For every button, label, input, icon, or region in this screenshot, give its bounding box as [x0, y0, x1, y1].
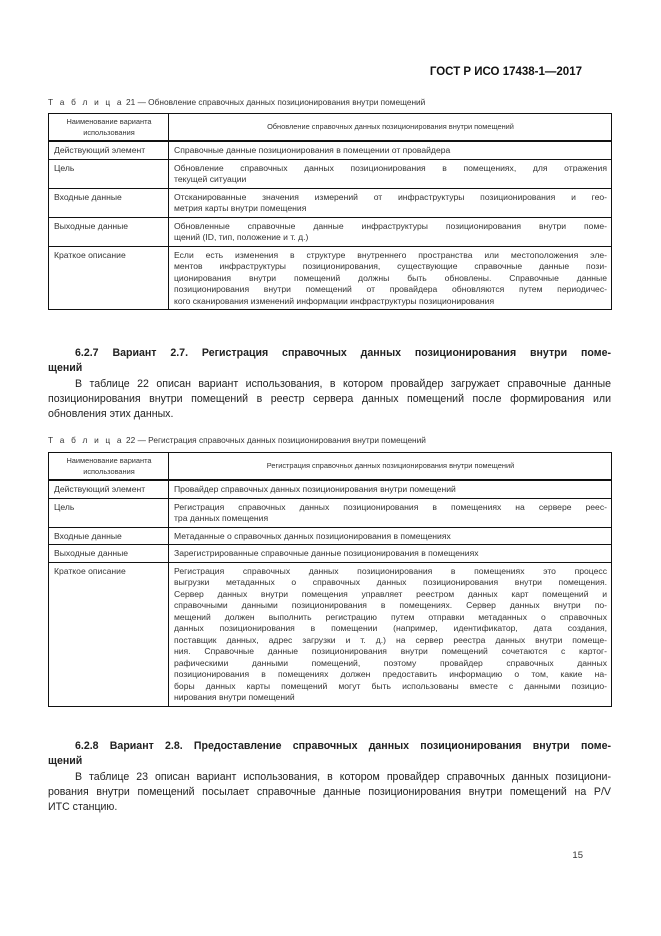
- document-id: ГОСТ Р ИСО 17438-1—2017: [429, 66, 582, 78]
- table-row: [49, 545, 612, 563]
- table-row: [49, 480, 612, 498]
- text-line: Обновленные справочные данные инфраструктуры позиционирования внутри поме-: [174, 220, 607, 231]
- header-line: использования: [83, 127, 135, 137]
- table-row: [49, 527, 612, 545]
- row-label: Действующий элемент: [49, 141, 169, 159]
- header-line: Наименование варианта: [66, 456, 152, 465]
- row-label: Действующий элемент: [49, 480, 169, 498]
- table-header-row: [49, 453, 612, 481]
- text-line: рафическими данными помещений, поэтому провайдер справочных данных: [174, 657, 607, 668]
- text-line: текущей ситуации: [174, 174, 247, 184]
- text-line: мещений должен выполнить регистрацию путем отправки метаданных о справочных: [174, 611, 607, 622]
- text-line: Отсканированные значения измерений от инфраструктуры позиционирования и гео-: [174, 191, 607, 202]
- text-line: позиционирования внутри помещений от провайдера обновляются путем периодичес-: [174, 284, 607, 294]
- text-line: метрия карты внутри помещения: [174, 203, 307, 213]
- text-line: ИТС станцию.: [48, 801, 118, 813]
- table-row: [49, 188, 612, 217]
- text-line: 6.2.7 Вариант 2.7. Регистрация справочных данных позиционирования внутри поме-: [75, 347, 611, 359]
- text-line: кого сканирования изменений информации инфраструктуры позиционирования: [174, 295, 495, 306]
- section-6-2-8-title: [48, 739, 611, 769]
- row-value: [169, 562, 612, 706]
- text-line: 6.2.8 Вариант 2.8. Предоставление справочных данных позиционирования внутри поме-: [75, 740, 611, 752]
- table-21-caption: [48, 97, 425, 107]
- page-number: 15: [572, 850, 583, 861]
- text-line: ционирования внутри помещений должны быть обновлены. Справочные данные: [174, 272, 607, 283]
- row-label: Входные данные: [49, 188, 169, 217]
- row-value: [169, 217, 612, 246]
- text-line: данных позиционирования в помещении (например, идентификатор, дата создания,: [174, 623, 607, 633]
- row-value: Зарегистрированные справочные данные позиционирования в помещениях: [169, 545, 612, 563]
- row-value: [169, 159, 612, 188]
- section-6-2-7-body: [48, 377, 611, 422]
- section-6-2-7-title: [48, 346, 611, 376]
- row-value: Провайдер справочных данных позиционирования внутри помещений: [169, 480, 612, 498]
- table-row: [49, 217, 612, 246]
- text-line: Сервер данных внутри помещения управляет реестром данных карт помещений и: [174, 588, 607, 599]
- row-label: Входные данные: [49, 527, 169, 545]
- row-value: Справочные данные позиционирования в помещении от провайдера: [169, 141, 612, 159]
- header-line: Наименование варианта: [66, 117, 152, 126]
- header-cell-title: Регистрация справочных данных позиционирования внутри помещений: [169, 453, 612, 481]
- row-label: Краткое описание: [49, 246, 169, 310]
- text-line: обновления этих данных.: [48, 408, 174, 420]
- row-label: Выходные данные: [49, 217, 169, 246]
- text-line: В таблице 22 описан вариант использования, в котором провайдер загружает справочные данные: [75, 378, 611, 390]
- table-row: [49, 159, 612, 188]
- header-line: использования: [83, 466, 135, 476]
- text-line: справочными данными позиционирования в помещениях. Сервер данных внутри по-: [174, 600, 607, 610]
- row-value: [169, 188, 612, 217]
- caption-text: 22 — Регистрация справочных данных позиционирования внутри помещений: [126, 435, 426, 445]
- table-row: [49, 562, 612, 706]
- table-22: [48, 452, 612, 707]
- caption-prefix: Т а б л и ц а: [48, 435, 124, 445]
- table-22-caption: [48, 435, 426, 445]
- table-row: [49, 498, 612, 527]
- text-line: боры данных карты помещений могут быть использованы вместе с данными позицио-: [174, 680, 607, 691]
- text-line: поставщик данных, адрес загрузки и т. д.) на сервер реестра данных внутри помеще-: [174, 634, 607, 645]
- text-line: выгрузки метаданных о справочных данных позиционирования внутри помещения.: [174, 577, 607, 587]
- table-header-row: [49, 114, 612, 142]
- text-line: нирования внутри помещений: [174, 692, 295, 702]
- text-line: Регистрация справочных данных позиционирования в помещениях на сервере реес-: [174, 501, 607, 512]
- text-line: тра данных помещения: [174, 513, 269, 523]
- row-label: Цель: [49, 498, 169, 527]
- row-value: [169, 498, 612, 527]
- text-line: ния. Справочные данные позиционирования внутри помещений сочетаются с картог-: [174, 646, 607, 656]
- header-cell-use-case-name: [49, 114, 169, 142]
- caption-prefix: Т а б л и ц а: [48, 97, 124, 107]
- text-line: Регистрация справочных данных позиционирования в помещениях это процесс: [174, 565, 607, 576]
- text-line: Если есть изменения в структуре внутреннего пространства или местоположения эле-: [174, 249, 607, 260]
- header-cell-title: Обновление справочных данных позиционирования внутри помещений: [169, 114, 612, 142]
- text-line: позиционирования внутри помещений в реестр сервера данных помещений после формирования или: [48, 393, 611, 405]
- header-cell-use-case-name: [49, 453, 169, 481]
- caption-text: 21 — Обновление справочных данных позиционирования внутри помещений: [126, 97, 426, 107]
- table-row: [49, 246, 612, 310]
- section-6-2-8-body: [48, 770, 611, 815]
- text-line: ментов инфраструктуры позиционирования, существующие справочные данные пози-: [174, 261, 607, 271]
- text-line: щений: [48, 362, 83, 374]
- row-label: Выходные данные: [49, 545, 169, 563]
- text-line: щений: [48, 755, 83, 767]
- row-value: [169, 246, 612, 310]
- row-label: Цель: [49, 159, 169, 188]
- row-label: Краткое описание: [49, 562, 169, 706]
- text-line: щений (ID, тип, положение и т. д.): [174, 232, 309, 242]
- text-line: В таблице 23 описан вариант использования, в котором провайдер справочных данных позициони-: [75, 771, 611, 783]
- text-line: Обновление справочных данных позиционирования в помещениях, для отражения: [174, 162, 607, 173]
- table-21: [48, 113, 612, 310]
- text-line: рования внутри помещений посылает справочные данные позиционирования внутри помещений на P/V: [48, 786, 611, 798]
- table-row: [49, 141, 612, 159]
- text-line: позиционирования в помещениях должен предоставить информацию о том, какие на-: [174, 669, 607, 679]
- row-value: Метаданные о справочных данных позиционирования в помещениях: [169, 527, 612, 545]
